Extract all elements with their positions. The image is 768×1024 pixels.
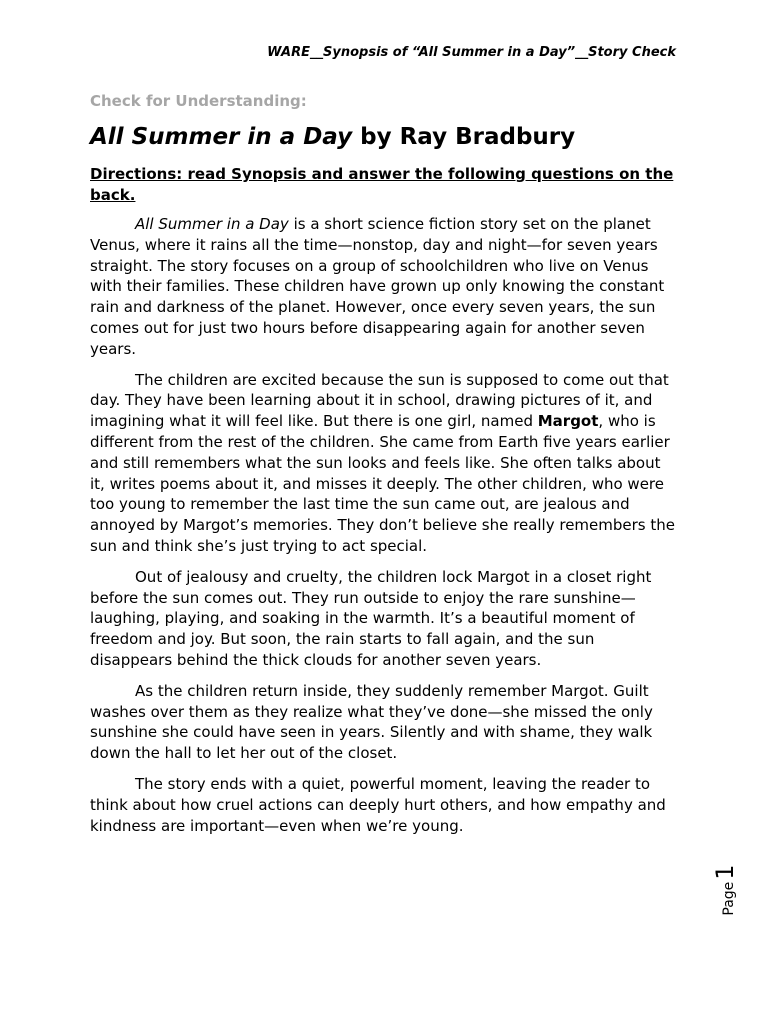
paragraph-4: As the children return inside, they suddenly remember Margot. Guilt washes over them as they realize what they’ve done—she missed the only sunshine she could have seen in years. Silently and with shame, they walk down the hall to let her out of the closet. [90,681,653,763]
paragraph-3: Out of jealousy and cruelty, the children lock Margot in a closet right before the sun comes out. They run outside to enjoy the rare sunshine—laughing, playing, and soaking in the warmth. It’s a beautiful moment of freedom and joy. But soon, the rain starts to fall again, and the sun disappears behind the thick clouds for another seven years. [90,567,652,669]
page-number-rotated [711,864,739,915]
paragraph-2 [90,370,678,557]
title-story-name: All Summer in a Day [90,124,353,150]
paragraph-1-italic: All Summer in a Day [135,215,289,233]
paragraph-5: The story ends with a quiet, powerful moment, leaving the reader to think about how cruel actions can deeply hurt others, and how empathy and kindness are important—even when we’re young. [90,774,666,835]
document-body [90,92,678,846]
paragraph-2-bold-name: Margot [537,412,599,431]
section-label: Check for Understanding: [90,92,307,110]
page-digit: 1 [711,864,739,880]
paragraph-2-after: , who is different from the rest of the children. She came from Earth five years earlier and still remembers what the sun looks and feels like. She often talks about it, writes poems about it, and misses it deeply. The other children, who were too young to remember the last time the sun came out, are jealous and annoyed by Margot’s memories. They don’t believe she really remembers the sun and think she’s just trying to act special. [90,412,675,555]
directions-text: Directions: read Synopsis and answer the following questions on the back. [90,165,674,204]
document-header: WARE__Synopsis of “All Summer in a Day”__Story Check [267,45,676,60]
paragraph-1 [90,214,678,360]
page-number [712,860,738,920]
page-label: Page [721,881,737,916]
paragraph-1-text: is a short science fiction story set on the planet Venus, where it rains all the time—nonstop, day and night—for seven years straight. The story focuses on a group of schoolchildren who live on Venus with their families. These children have grown up only knowing the constant rain and darkness of the planet. However, once every seven years, the sun comes out for just two hours before disappearing again for another seven years. [90,215,665,358]
title-author: by Ray Bradbury [352,124,576,150]
document-title [90,122,678,152]
paragraph-2-before: The children are excited because the sun is supposed to come out that day. They have been learning about it in school, drawing pictures of it, and imagining what it will feel like. But there is one girl, named [90,370,669,431]
